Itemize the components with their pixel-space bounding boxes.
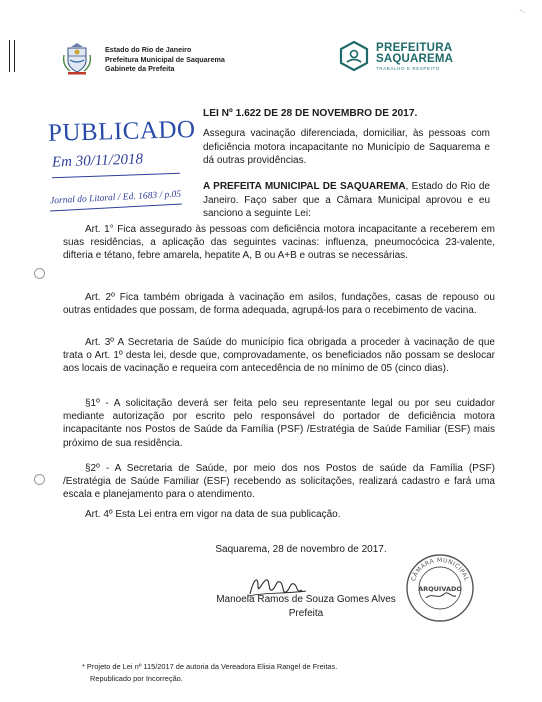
brand-line1: PREFEITURA — [376, 42, 453, 54]
punch-hole — [34, 268, 45, 279]
handwritten-publication: Jornal do Litoral / Ed. 1683 / p.05 — [49, 189, 182, 207]
footnote-line1: * Projeto de Lei nº 115/2017 de autoria da Vereadora Elisia Rangel de Freitas. — [82, 662, 338, 671]
preamble-authority: A PREFEITA MUNICIPAL DE SAQUAREMA — [203, 181, 406, 192]
header-state: Estado do Rio de Janeiro — [105, 45, 192, 54]
handwriting-underline — [52, 173, 180, 178]
brand-line2: SAQUAREMA — [376, 53, 454, 65]
coat-of-arms-icon — [62, 41, 92, 75]
published-stamp: PUBLICADO — [47, 116, 196, 147]
punch-hole — [34, 474, 45, 485]
preamble-text: , Estado do Rio de Janeiro. Faço saber que a Câmara Municipal aprovou e eu sanciono a seguinte Lei: — [203, 181, 490, 219]
seal-text-mid: ARQUIVADO — [418, 585, 462, 593]
paragraph-1: §1º - A solicitação deverá ser feita pelo seu representante legal ou por seu cuidador mediante autorização por escrito pelo responsável do portador de deficiência motora incapacitante nos Postos de Saúde da Família (PSF) /Estratégia de Saúde Familiar (ESF) mais próximo de sua residência. — [63, 398, 495, 449]
footnote-line2: Republicado por Incorreção. — [90, 673, 183, 683]
header-office: Gabinete da Prefeita — [105, 64, 175, 73]
header-prefecture: Prefeitura Municipal de Saquarema — [105, 54, 225, 64]
article-1: Art. 1° Fica assegurado às pessoas com deficiência motora incapacitante a receberem em suas residências, a aplicação das seguintes vacinas: influenza, pneumocócica 23-valente, difteria e tétano, febre amarela, hepatite A, B ou A+B e outras se necessárias. — [63, 224, 495, 262]
margin-mark — [9, 40, 10, 72]
seal-text-top: CÂMARA MUNICIPAL — [409, 556, 470, 583]
signer-name: Manoela Ramos de Souza Gomes Alves — [216, 594, 396, 605]
paragraph-2: §2º - A Secretaria de Saúde, por meio dos nos Postos de saúde da Família (PSF) /Estratégia de Saúde Familiar (ESF) recebendo as solicitações, realizará cadastro e fará uma escala e planejamento para o atendimento. — [63, 463, 495, 501]
brand-tagline: TRABALHO E RESPEITO — [376, 66, 440, 71]
archive-seal — [404, 552, 476, 624]
brand-logo-icon — [338, 40, 370, 72]
footnote — [82, 661, 337, 684]
brand-wordmark — [376, 43, 453, 71]
corner-mark: ⁻· — [519, 9, 526, 16]
letterhead — [105, 45, 225, 74]
article-3: Art. 3º A Secretaria de Saúde do município fica obrigada a proceder à vacinação de que trata o Art. 1º desta lei, desde que, comprovadamente, os beneficiados não possam se deslocar aos locais de vacinação e requeira com antecedência de no mínimo de 05 (cinco dias). — [63, 337, 495, 375]
margin-mark — [14, 40, 15, 72]
law-title: LEI Nº 1.622 DE 28 DE NOVEMBRO DE 2017. — [203, 108, 418, 119]
signer-role: Prefeita — [288, 608, 324, 619]
law-summary: Assegura vacinação diferenciada, domiciliar, às pessoas com deficiência motora incapacitante no Município de Saquarema e dá outras providências. — [203, 128, 490, 166]
place-date: Saquarema, 28 de novembro de 2017. — [215, 544, 387, 555]
article-2: Art. 2º Fica também obrigada à vacinação em asilos, fundações, casas de repouso ou outras entidades que possam, de forma adequada, agrupá-los para o recebimento de vacina. — [63, 292, 495, 317]
law-preamble — [203, 180, 490, 221]
article-4: Art. 4º Esta Lei entra em vigor na data de sua publicação. — [85, 509, 341, 520]
svg-text:CÂMARA MUNICIPAL — [410, 557, 470, 582]
handwritten-date: Em 30/11/2018 — [51, 151, 144, 171]
